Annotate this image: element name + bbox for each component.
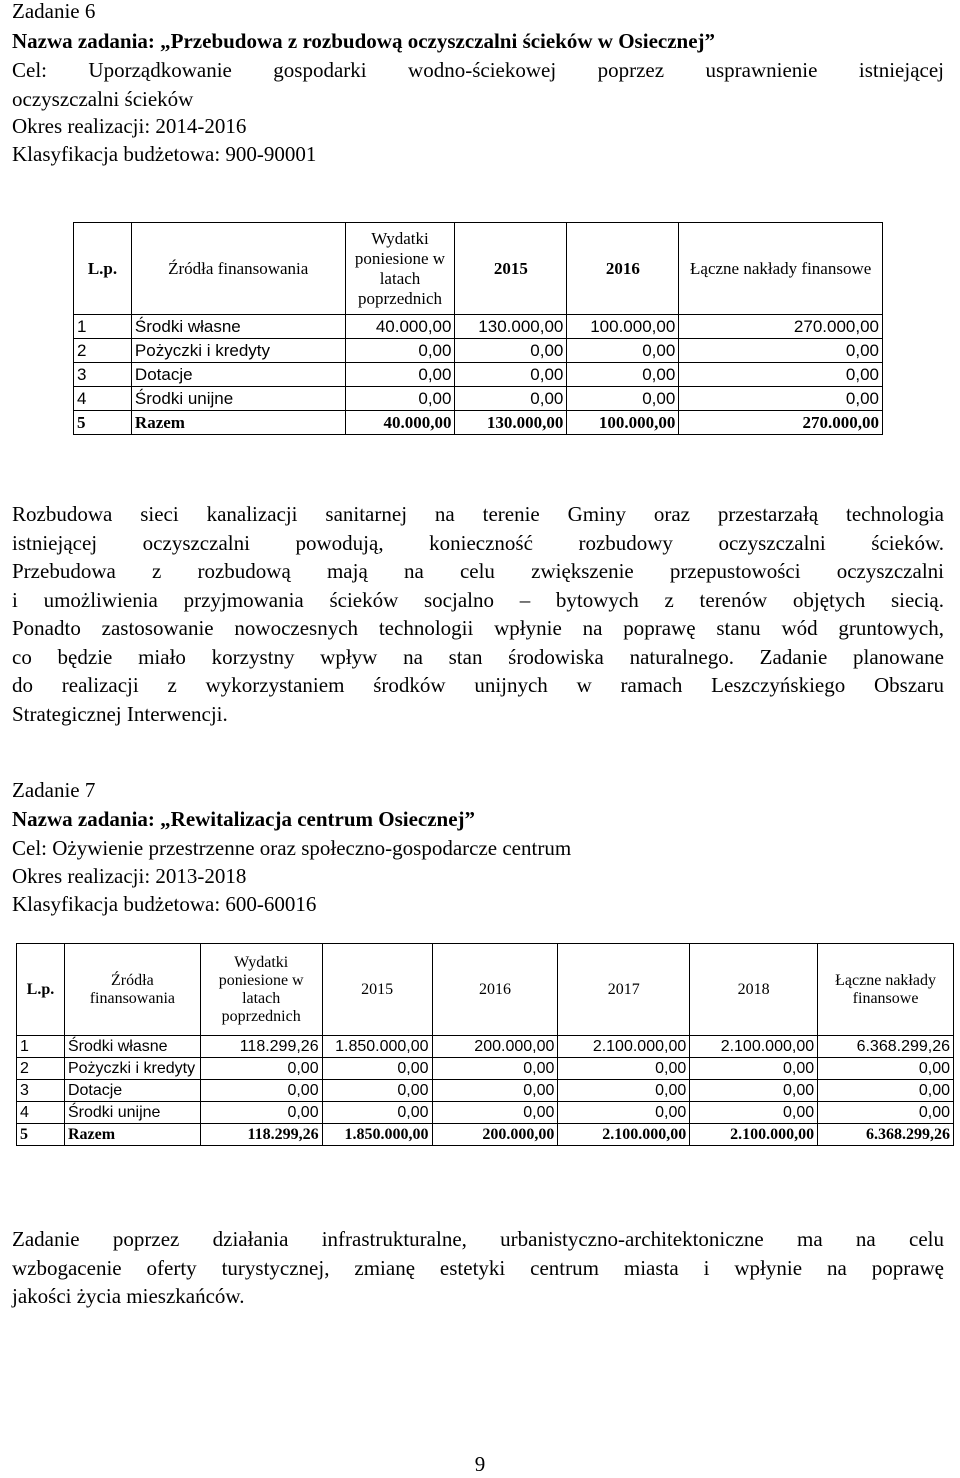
cell-y2018: 0,00 <box>690 1080 818 1102</box>
cell-y2016: 200.000,00 <box>432 1036 558 1058</box>
task6-goal <box>12 56 944 113</box>
col-header-total: Łączne nakłady finansowe <box>679 223 883 315</box>
cell-prior: 118.299,26 <box>200 1124 322 1146</box>
cell-total: 6.368.299,26 <box>818 1124 954 1146</box>
table-header-row <box>17 944 954 1036</box>
task7-classification: Klasyfikacja budżetowa: 600-60016 <box>12 892 317 916</box>
table-row <box>17 1080 954 1102</box>
task6-heading: Zadanie 6 <box>12 0 96 23</box>
description-line: co będzie miało korzystny wpływ na stan środowiska naturalnego. Zadanie planowane <box>12 644 944 669</box>
cell-y2015: 0,00 <box>322 1102 432 1124</box>
cell-y2018: 2.100.000,00 <box>690 1124 818 1146</box>
col-header-total: Łączne nakłady finansowe <box>818 944 954 1036</box>
cell-prior: 0,00 <box>200 1080 322 1102</box>
cell-y2018: 0,00 <box>690 1102 818 1124</box>
col-header-2018: 2018 <box>690 944 818 1036</box>
cell-source: Razem <box>131 411 345 435</box>
page-number: 9 <box>474 1452 486 1476</box>
task6-funding-table <box>73 222 883 435</box>
table-total-row <box>74 411 883 435</box>
cell-y2015: 130.000,00 <box>455 315 567 339</box>
cell-source: Pożyczki i kredyty <box>131 339 345 363</box>
cell-y2017: 0,00 <box>558 1102 690 1124</box>
cell-y2015: 0,00 <box>322 1058 432 1080</box>
cell-y2015: 0,00 <box>455 387 567 411</box>
description-line: do realizacji z wykorzystaniem środków unijnych w ramach Leszczyńskiego Obszaru <box>12 673 944 697</box>
cell-total: 0,00 <box>679 387 883 411</box>
cell-prior: 0,00 <box>200 1058 322 1080</box>
task7-heading: Zadanie 7 <box>12 778 96 802</box>
cell-lp: 1 <box>74 315 132 339</box>
col-header-lp: L.p. <box>74 223 132 315</box>
table-row <box>17 1058 954 1080</box>
cell-y2016: 0,00 <box>567 339 679 363</box>
cell-source: Środki własne <box>131 315 345 339</box>
cell-y2015: 1.850.000,00 <box>322 1124 432 1146</box>
cell-prior: 40.000,00 <box>345 411 455 435</box>
table-row <box>74 315 883 339</box>
description-line: i umożliwienia przyjmowania ścieków socjalno – bytowych z terenów objętych siecią. <box>12 587 944 612</box>
cell-prior: 0,00 <box>200 1102 322 1124</box>
cell-lp: 4 <box>74 387 132 411</box>
cell-lp: 1 <box>17 1036 65 1058</box>
cell-source: Pożyczki i kredyty <box>64 1058 200 1080</box>
cell-lp: 2 <box>17 1058 65 1080</box>
cell-lp: 2 <box>74 339 132 363</box>
cell-y2016: 0,00 <box>567 387 679 411</box>
description-line: Przebudowa z rozbudową mają na celu zwiększenie przepustowości oczyszczalni <box>12 559 944 583</box>
cell-lp: 4 <box>17 1102 65 1124</box>
cell-y2015: 0,00 <box>455 363 567 387</box>
cell-y2017: 0,00 <box>558 1058 690 1080</box>
cell-source: Dotacje <box>64 1080 200 1102</box>
cell-total: 6.368.299,26 <box>818 1036 954 1058</box>
task7-description <box>12 1225 944 1311</box>
col-header-sources: Źródła finansowania <box>131 223 345 315</box>
description-line: Rozbudowa sieci kanalizacji sanitarnej na terenie Gminy oraz przestarzałą technologia <box>12 502 944 526</box>
col-header-prior: Wydatki poniesione w latach poprzednich <box>345 223 455 315</box>
cell-total: 0,00 <box>679 339 883 363</box>
task6-description <box>12 500 944 728</box>
cell-y2015: 0,00 <box>455 339 567 363</box>
task6-period: Okres realizacji: 2014-2016 <box>12 114 247 138</box>
col-header-2016: 2016 <box>567 223 679 315</box>
task7-funding-table <box>16 943 954 1146</box>
cell-prior: 118.299,26 <box>200 1036 322 1058</box>
cell-prior: 0,00 <box>345 387 455 411</box>
cell-lp: 3 <box>17 1080 65 1102</box>
cell-total: 0,00 <box>818 1080 954 1102</box>
task7-name: Nazwa zadania: „Rewitalizacja centrum Osiecznej” <box>12 807 476 831</box>
cell-y2015: 0,00 <box>322 1080 432 1102</box>
col-header-lp: L.p. <box>17 944 65 1036</box>
table-row <box>17 1036 954 1058</box>
cell-lp: 5 <box>74 411 132 435</box>
table-row <box>17 1102 954 1124</box>
cell-y2016: 0,00 <box>432 1102 558 1124</box>
cell-prior: 0,00 <box>345 363 455 387</box>
description-line: wzbogacenie oferty turystycznej, zmianę estetyki centrum miasta i wpłynie na poprawę <box>12 1255 944 1280</box>
col-header-2015: 2015 <box>455 223 567 315</box>
task6-name: Nazwa zadania: „Przebudowa z rozbudową oczyszczalni ścieków w Osiecznej” <box>12 29 716 53</box>
cell-prior: 40.000,00 <box>345 315 455 339</box>
description-line: jakości życia mieszkańców. <box>12 1284 245 1308</box>
cell-y2016: 100.000,00 <box>567 411 679 435</box>
table-total-row <box>17 1124 954 1146</box>
cell-total: 270.000,00 <box>679 315 883 339</box>
task7-goal: Cel: Ożywienie przestrzenne oraz społeczno-gospodarcze centrum <box>12 836 572 860</box>
cell-y2015: 130.000,00 <box>455 411 567 435</box>
cell-y2017: 0,00 <box>558 1080 690 1102</box>
cell-lp: 5 <box>17 1124 65 1146</box>
cell-y2015: 1.850.000,00 <box>322 1036 432 1058</box>
cell-y2016: 0,00 <box>567 363 679 387</box>
col-header-2015: 2015 <box>322 944 432 1036</box>
table-row <box>74 363 883 387</box>
task6-goal-line2: oczyszczalni ścieków <box>12 86 194 111</box>
task7-period: Okres realizacji: 2013-2018 <box>12 864 247 888</box>
cell-source: Środki unijne <box>64 1102 200 1124</box>
task6-goal-line1: Cel: Uporządkowanie gospodarki wodno-ściekowej poprzez usprawnienie istniejącej <box>12 58 944 82</box>
cell-y2016: 200.000,00 <box>432 1124 558 1146</box>
task6-classification: Klasyfikacja budżetowa: 900-90001 <box>12 142 317 166</box>
table-row <box>74 339 883 363</box>
table-row <box>74 387 883 411</box>
cell-y2018: 2.100.000,00 <box>690 1036 818 1058</box>
cell-y2017: 2.100.000,00 <box>558 1124 690 1146</box>
cell-y2017: 2.100.000,00 <box>558 1036 690 1058</box>
col-header-2017: 2017 <box>558 944 690 1036</box>
cell-source: Środki własne <box>64 1036 200 1058</box>
cell-lp: 3 <box>74 363 132 387</box>
cell-total: 0,00 <box>818 1102 954 1124</box>
col-header-sources: Źródła finansowania <box>64 944 200 1036</box>
cell-y2016: 0,00 <box>432 1080 558 1102</box>
description-line: istniejącej oczyszczalni powodują, konieczność rozbudowy oczyszczalni ścieków. <box>12 530 944 555</box>
cell-total: 270.000,00 <box>679 411 883 435</box>
cell-total: 0,00 <box>818 1058 954 1080</box>
table-header-row <box>74 223 883 315</box>
cell-y2018: 0,00 <box>690 1058 818 1080</box>
col-header-2016: 2016 <box>432 944 558 1036</box>
col-header-prior: Wydatki poniesione w latach poprzednich <box>200 944 322 1036</box>
cell-source: Dotacje <box>131 363 345 387</box>
description-line: Zadanie poprzez działania infrastrukturalne, urbanistyczno-architektoniczne ma na celu <box>12 1227 944 1251</box>
description-line: Ponadto zastosowanie nowoczesnych technologii wpłynie na poprawę stanu wód gruntowych, <box>12 616 944 640</box>
description-line: Strategicznej Interwencji. <box>12 701 228 726</box>
cell-total: 0,00 <box>679 363 883 387</box>
cell-y2016: 0,00 <box>432 1058 558 1080</box>
cell-y2016: 100.000,00 <box>567 315 679 339</box>
cell-prior: 0,00 <box>345 339 455 363</box>
cell-source: Środki unijne <box>131 387 345 411</box>
cell-source: Razem <box>64 1124 200 1146</box>
